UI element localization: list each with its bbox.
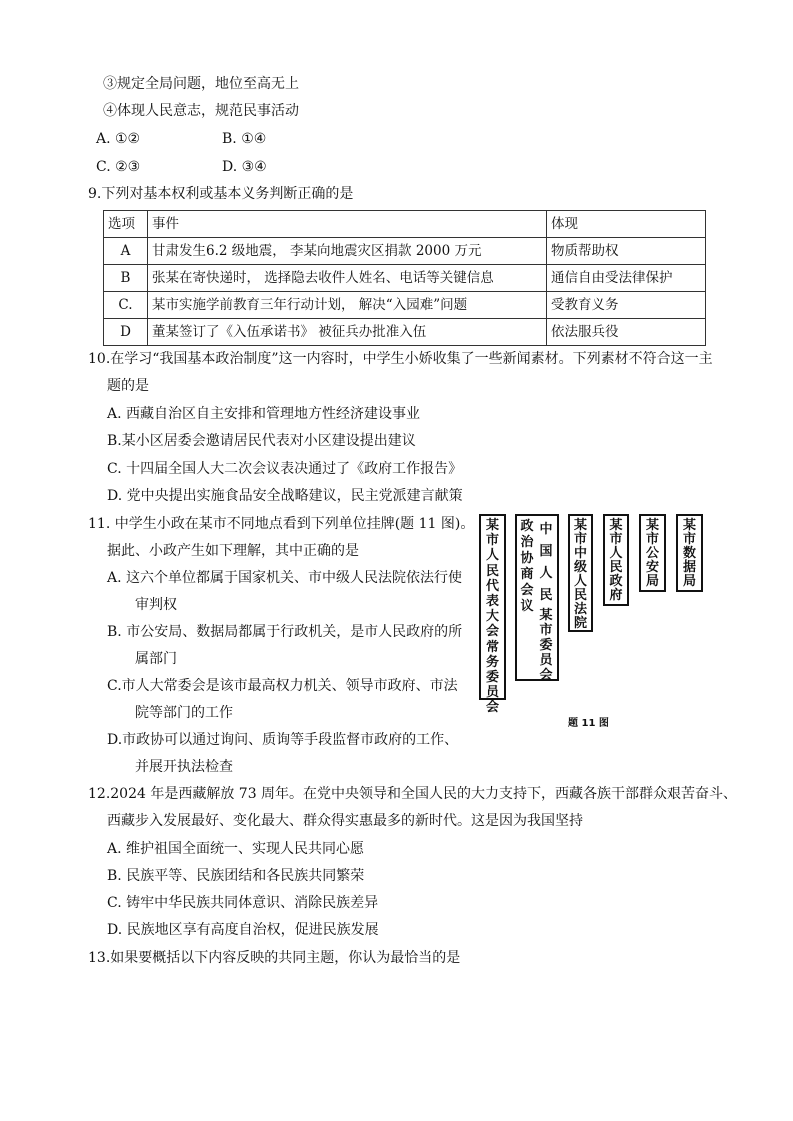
q12-stem-line2: 西藏步入发展最好、变化最大、群众得实惠最多的新时代。这是因为我国坚持 <box>107 813 583 829</box>
row-event: 甘肃发生6.2 级地震， 李某向地震灾区捐款 2000 万元 <box>148 238 547 265</box>
table-row <box>104 238 706 265</box>
header-option: 选项 <box>104 211 148 238</box>
sign-intermediate-court <box>568 514 593 632</box>
row-option: C. <box>104 292 148 319</box>
row-embodiment: 通信自由受法律保护 <box>547 265 706 292</box>
q12-option-a: A. 维护祖国全面统一、实现人民共同心愿 <box>107 841 365 857</box>
sign-text-cppcc: 政治协商会议 <box>520 519 534 614</box>
q9-stem: 9.下列对基本权利或基本义务判断正确的是 <box>88 186 354 202</box>
q8-option-b: B. ①④ <box>222 131 267 147</box>
q8-statement-4: ④体现人民意志，规范民事活动 <box>103 103 299 119</box>
q11-option-a-line2: 审判权 <box>135 597 177 613</box>
header-event: 事件 <box>148 211 547 238</box>
sign-data-bureau <box>676 514 703 592</box>
sign-text: 某市中级人民法院 <box>573 518 587 631</box>
header-embodiment: 体现 <box>547 211 706 238</box>
sign-text: 某市数据局 <box>682 518 696 589</box>
row-option: D <box>104 319 148 346</box>
q12-option-c: C. 铸牢中华民族共同体意识、消除民族差异 <box>107 895 379 911</box>
q10-option-c: C. 十四届全国人大二次会议表决通过了《政府工作报告》 <box>107 461 463 477</box>
q8-option-a: A. ①② <box>96 131 141 147</box>
q8-option-c: C. ②③ <box>96 159 141 175</box>
row-option: A <box>104 238 148 265</box>
q10-stem-line1: 10.在学习“我国基本政治制度”这一内容时，中学生小娇收集了一些新闻素材。下列素材不符合这一主 <box>88 351 713 367</box>
sign-public-security-bureau <box>639 514 666 592</box>
figure-caption: 题 11 图 <box>568 718 609 729</box>
table-row <box>104 265 706 292</box>
sign-cppcc-committee <box>515 514 559 681</box>
sign-text: 某市公安局 <box>645 518 659 589</box>
q10-stem-line2: 题的是 <box>107 378 149 394</box>
sign-text: 某市人民代表大会常务委员会 <box>485 518 499 716</box>
q12-option-b: B. 民族平等、民族团结和各民族共同繁荣 <box>107 868 365 884</box>
q9-table <box>103 210 706 346</box>
sign-npc-standing-committee <box>479 514 506 716</box>
row-event: 某市实施学前教育三年行动计划， 解决“入园难”问题 <box>148 292 547 319</box>
sign-text-prc: 中国人民 <box>539 522 553 603</box>
q8-option-d: D. ③④ <box>222 159 267 175</box>
table-row <box>104 292 706 319</box>
q12-option-d: D. 民族地区享有高度自治权，促进民族发展 <box>107 922 379 938</box>
sign-peoples-government <box>603 514 629 606</box>
q11-stem-line1: 11. 中学生小政在某市不同地点看到下列单位挂牌(题 11 图)。 <box>88 516 475 532</box>
q10-option-b: B.某小区居委会邀请居民代表对小区建设提出建议 <box>107 433 416 449</box>
row-option: B <box>104 265 148 292</box>
row-embodiment: 物质帮助权 <box>547 238 706 265</box>
table-header-row <box>104 211 706 238</box>
q10-option-a: A. 西藏自治区自主安排和管理地方性经济建设事业 <box>107 406 421 422</box>
q11-option-b-line2: 属部门 <box>135 651 177 667</box>
q8-statement-3: ③规定全局问题，地位至高无上 <box>103 76 299 92</box>
q11-option-c-line1: C.市人大常委会是该市最高权力机关、领导市政府、市法 <box>107 678 458 694</box>
q12-stem-line1: 12.2024 年是西藏解放 73 周年。在党中央领导和全国人民的大力支持下，西藏各族干部群众艰苦奋斗、 <box>88 786 738 802</box>
q11-option-d-line1: D.市政协可以通过询问、质询等手段监督市政府的工作、 <box>107 732 459 748</box>
q11-option-c-line2: 院等部门的工作 <box>135 705 233 721</box>
row-embodiment: 依法服兵役 <box>547 319 706 346</box>
q11-option-d-line2: 并展开执法检查 <box>135 759 233 775</box>
q10-option-d: D. 党中央提出实施食品安全战略建议，民主党派建言献策 <box>107 488 463 504</box>
row-embodiment: 受教育义务 <box>547 292 706 319</box>
table-row <box>104 319 706 346</box>
sign-text: 某市人民政府 <box>609 518 623 603</box>
sign-text-city-committee: 某市委员会 <box>539 608 553 683</box>
row-event: 董某签订了《入伍承诺书》 被征兵办批准入伍 <box>148 319 547 346</box>
row-event: 张某在寄快递时， 选择隐去收件人姓名、电话等关键信息 <box>148 265 547 292</box>
q13-stem: 13.如果要概括以下内容反映的共同主题，你认为最恰当的是 <box>88 950 461 966</box>
q11-option-b-line1: B. 市公安局、数据局都属于行政机关，是市人民政府的所 <box>107 624 463 640</box>
q11-stem-line2: 据此、小政产生如下理解，其中正确的是 <box>107 543 359 559</box>
q11-option-a-line1: A. 这六个单位都属于国家机关、市中级人民法院依法行使 <box>107 570 463 586</box>
